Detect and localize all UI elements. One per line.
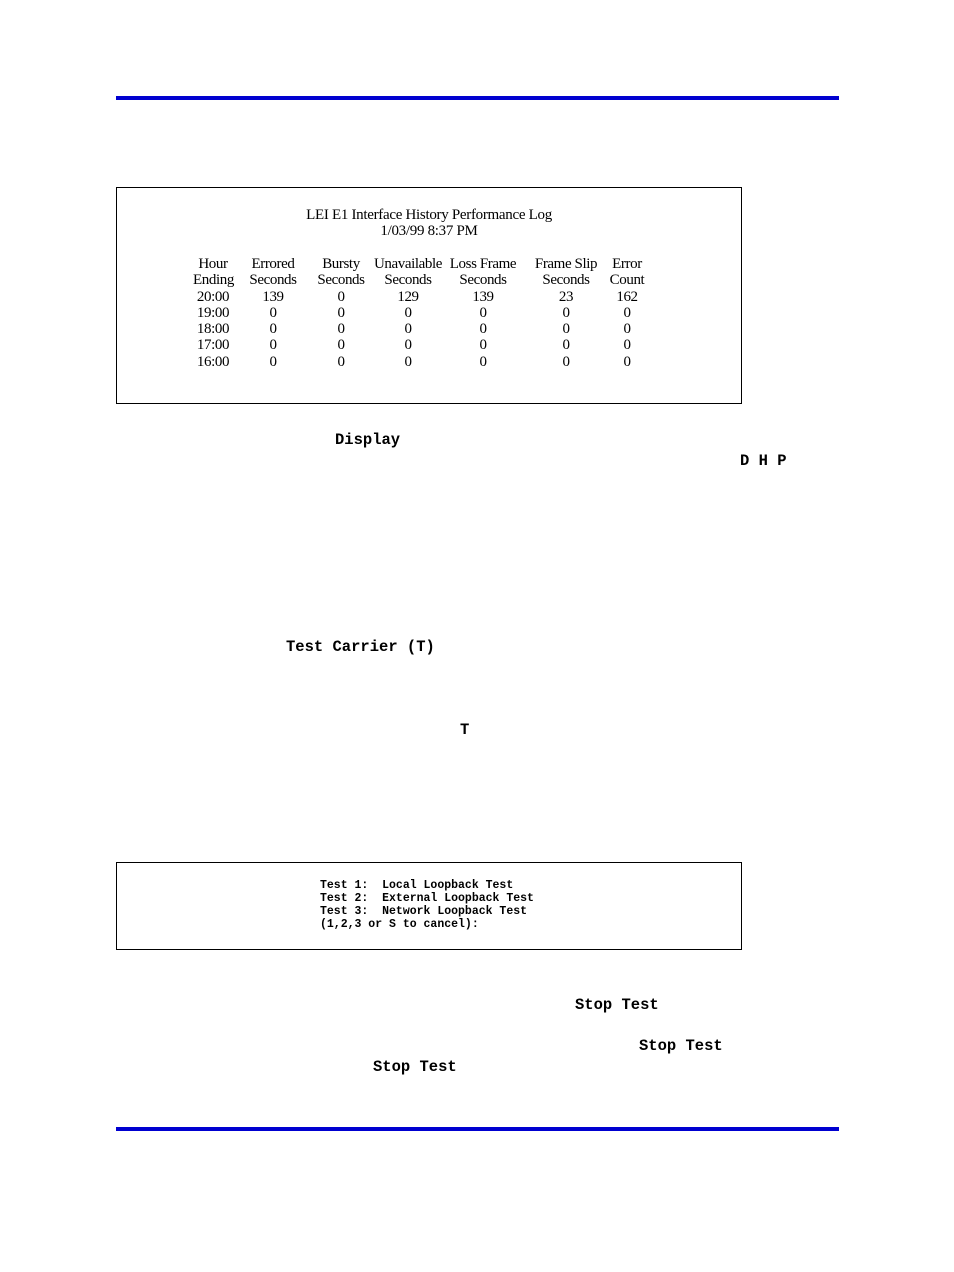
dhp-command: D H P (740, 452, 787, 470)
performance-log-panel (116, 187, 742, 404)
column-header: Seconds (542, 272, 590, 289)
column-header: Count (609, 272, 645, 289)
menu-line: Test 2: External Loopback Test (320, 892, 534, 905)
table-cell: 19:00 (196, 304, 230, 321)
table-cell: 0 (623, 353, 631, 370)
column-header: Seconds (384, 272, 432, 289)
table-cell: 0 (337, 288, 345, 305)
column-bursty-seconds (313, 188, 369, 370)
stop-test-command: Stop Test (639, 1037, 723, 1055)
header-rule (116, 96, 839, 100)
table-cell: 18:00 (196, 321, 230, 338)
table-cell: 0 (479, 353, 487, 370)
column-unavailable-seconds (369, 188, 447, 370)
column-header: Errored (251, 256, 295, 272)
column-header: Ending (193, 272, 234, 289)
loopback-test-menu (116, 862, 742, 950)
column-header: Error (612, 256, 642, 272)
table-cell: 0 (623, 304, 631, 321)
table-cell: 0 (269, 353, 277, 370)
table-cell: 0 (562, 337, 570, 354)
table-cell: 0 (623, 321, 631, 338)
table-cell: 0 (404, 337, 412, 354)
table-cell: 0 (269, 337, 277, 354)
column-hour-ending (193, 188, 233, 370)
column-header: Bursty (322, 256, 360, 272)
table-cell: 0 (479, 304, 487, 321)
table-cell: 20:00 (196, 288, 230, 305)
table-cell: 162 (616, 288, 638, 305)
table-cell: 0 (269, 321, 277, 338)
table-cell: 16:00 (196, 353, 230, 370)
table-cell: 17:00 (196, 337, 230, 354)
table-cell: 23 (558, 288, 574, 305)
table-cell: 0 (337, 337, 345, 354)
column-header: Unavailable (373, 256, 443, 272)
table-cell: 0 (479, 337, 487, 354)
table-cell: 0 (404, 353, 412, 370)
column-header: Frame Slip (534, 256, 598, 272)
display-command: Display (335, 431, 401, 449)
table-cell: 0 (562, 304, 570, 321)
table-cell: 0 (404, 321, 412, 338)
table-cell: 0 (337, 321, 345, 338)
table-cell: 0 (479, 321, 487, 338)
column-header: Seconds (459, 272, 507, 289)
table-cell: 0 (562, 353, 570, 370)
table-cell: 0 (337, 304, 345, 321)
column-header: Loss Frame (449, 256, 517, 272)
menu-line: (1,2,3 or S to cancel): (320, 918, 479, 931)
table-cell: 0 (269, 304, 277, 321)
table-cell: 0 (337, 353, 345, 370)
log-title: LEI E1 Interface History Performance Log (306, 207, 552, 223)
menu-line: Test 3: Network Loopback Test (320, 905, 528, 918)
menu-line: Test 1: Local Loopback Test (320, 879, 514, 892)
log-timestamp: 1/03/99 8:37 PM (380, 223, 478, 239)
t-key: T (460, 721, 470, 739)
stop-test-command: Stop Test (373, 1058, 457, 1076)
column-header: Seconds (249, 272, 297, 289)
column-frame-slip-seconds (531, 188, 601, 370)
table-cell: 0 (562, 321, 570, 338)
table-cell: 0 (404, 304, 412, 321)
test-carrier-command: Test Carrier (T) (286, 638, 435, 656)
column-header: Hour (198, 256, 228, 272)
table-cell: 139 (472, 288, 494, 305)
column-header: Seconds (317, 272, 365, 289)
column-errored-seconds (245, 188, 301, 370)
footer-rule (116, 1127, 839, 1131)
column-loss-frame-seconds (447, 188, 519, 370)
stop-test-command: Stop Test (575, 996, 659, 1014)
table-cell: 139 (262, 288, 284, 305)
column-error-count (607, 188, 647, 370)
table-cell: 0 (623, 337, 631, 354)
table-cell: 129 (397, 288, 419, 305)
